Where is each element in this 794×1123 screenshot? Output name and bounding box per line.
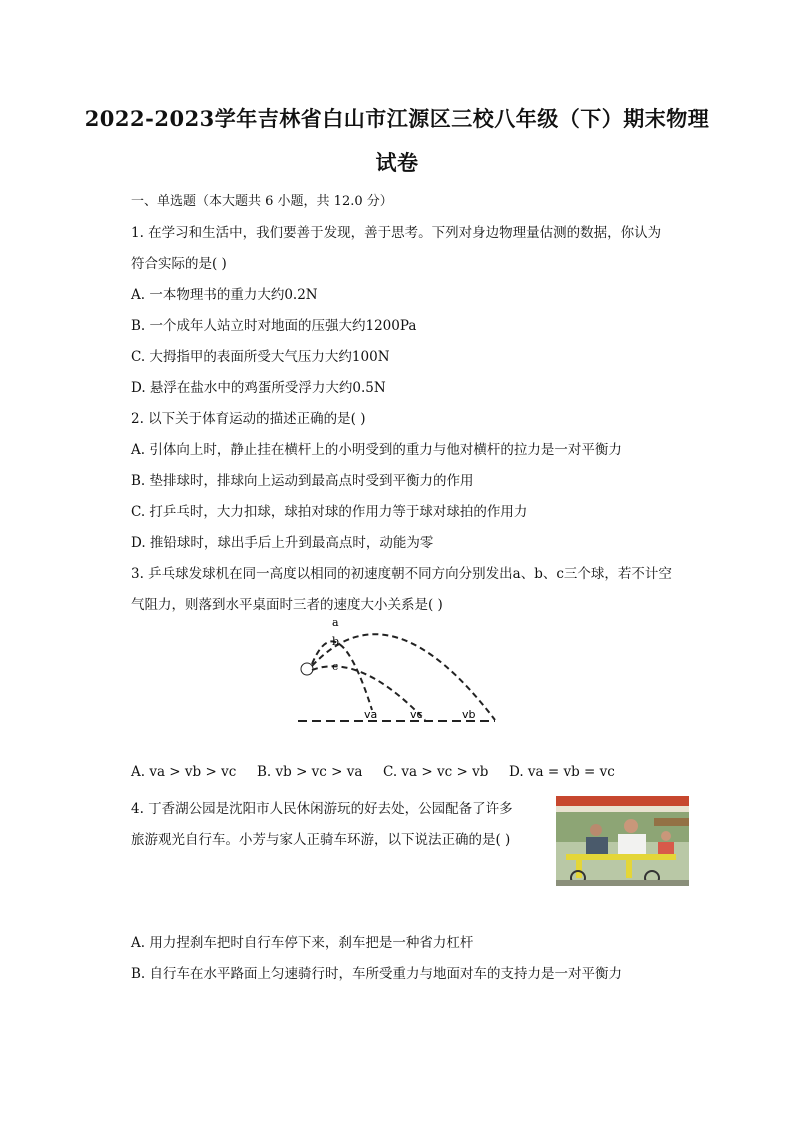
q4-stem-line1: 4. 丁香湖公园是沈阳市人民休闲游玩的好去处，公园配备了许多 — [131, 801, 513, 817]
trajectory-figure — [290, 612, 505, 727]
label-va: va — [364, 708, 378, 721]
trajectory-a — [312, 641, 372, 710]
q4-option-b: B. 自行车在水平路面上匀速骑行时，车所受重力与地面对车的支持力是一对平衡力 — [131, 966, 623, 982]
q3-option-d: D. va = vb = vc — [509, 764, 615, 780]
section-heading: 一、单选题（本大题共 6 小题，共 12.0 分） — [131, 194, 393, 209]
launcher-ball — [301, 663, 313, 675]
q4-stem-line2: 旅游观光自行车。小芳与家人正骑车环游，以下说法正确的是( ) — [131, 832, 511, 848]
bicycle-photo — [556, 796, 689, 886]
q2-option-d: D. 推铅球时，球出手后上升到最高点时，动能为零 — [131, 535, 434, 551]
label-vc: vc — [410, 708, 423, 721]
q3-option-a: A. va > vb > vc — [131, 764, 237, 780]
exam-title-line1: 2022-2023学年吉林省白山市江源区三校八年级（下）期末物理 — [84, 106, 710, 131]
q1-stem-line1: 1. 在学习和生活中，我们要善于发现，善于思考。下列对身边物理量估测的数据，你认为 — [131, 225, 662, 241]
q1-option-b: B. 一个成年人站立时对地面的压强大约1200Pa — [131, 318, 417, 334]
q2-stem: 2. 以下关于体育运动的描述正确的是( ) — [131, 411, 366, 427]
q3-option-c: C. va > vc > vb — [383, 764, 489, 780]
q1-stem-line2: 符合实际的是( ) — [131, 256, 227, 272]
q1-option-c: C. 大拇指甲的表面所受大气压力大约100N — [131, 349, 390, 365]
q1-option-a: A. 一本物理书的重力大约0.2N — [131, 287, 318, 303]
q2-option-b: B. 垫排球时，排球向上运动到最高点时受到平衡力的作用 — [131, 473, 474, 489]
label-c: c — [332, 660, 339, 673]
q2-option-c: C. 打乒乓时，大力扣球，球拍对球的作用力等于球对球拍的作用力 — [131, 504, 528, 520]
q3-option-b: B. vb > vc > va — [257, 764, 363, 780]
q2-option-a: A. 引体向上时，静止挂在横杆上的小明受到的重力与他对横杆的拉力是一对平衡力 — [131, 442, 622, 458]
label-b: b — [332, 635, 340, 648]
label-vb: vb — [462, 708, 476, 721]
q3-stem-line2: 气阻力，则落到水平桌面时三者的速度大小关系是( ) — [131, 597, 443, 613]
exam-title-line2: 试卷 — [375, 150, 419, 175]
q4-option-a: A. 用力捏刹车把时自行车停下来，刹车把是一种省力杠杆 — [131, 935, 474, 951]
q1-option-d: D. 悬浮在盐水中的鸡蛋所受浮力大约0.5N — [131, 380, 386, 396]
q3-stem-line1: 3. 乒乓球发球机在同一高度以相同的初速度朝不同方向分别发出a、b、c三个球，若不计空 — [131, 566, 672, 582]
label-a: a — [332, 616, 339, 629]
